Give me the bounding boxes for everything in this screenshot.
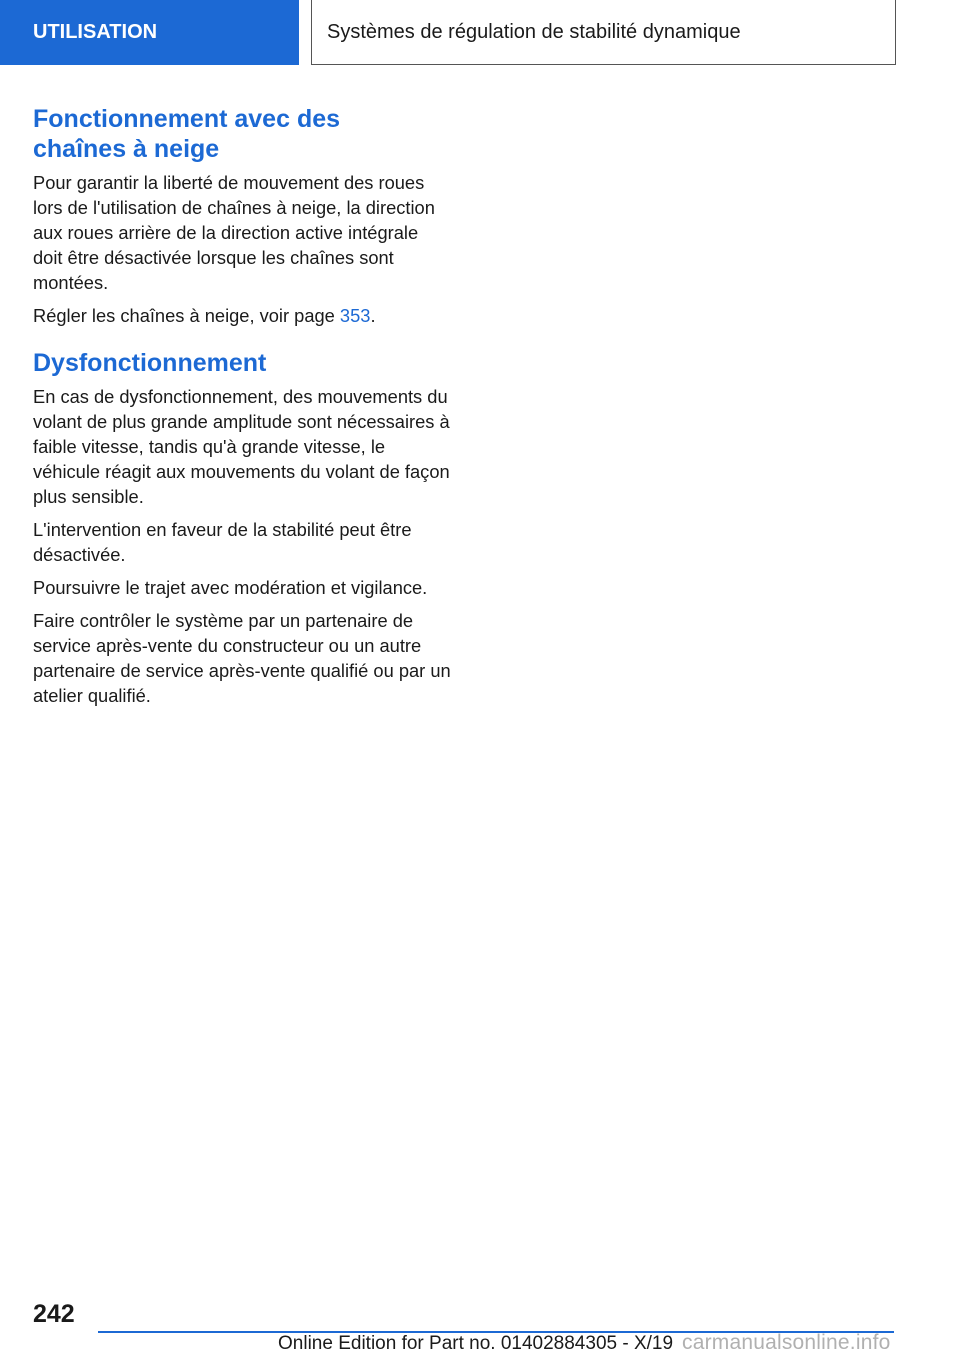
page-link[interactable]: 353	[339, 305, 371, 326]
header-chapter-title: Systèmes de régulation de stabilité dynamique	[327, 20, 741, 43]
header-section-label: UTILISATION	[33, 21, 158, 43]
header-chapter-box	[311, 0, 896, 65]
cross-reference: Régler les chaînes à neige, voir page 353.	[33, 305, 376, 326]
paragraph: Faire contrôler le système par un partenaire de service après-vente du constructeur ou un autre partenaire de service après-vente qualifié ou par un atelier qualifié.	[33, 610, 451, 706]
paragraph: Pour garantir la liberté de mouvement des roues lors de l'utilisation de chaînes à neige, la direction aux roues arrière de la direction active intégrale doit être désactivée lorsque les chaînes sont montées.	[33, 172, 435, 293]
page-number: 242	[33, 1300, 75, 1328]
watermark: carmanualsonline.info	[682, 1331, 891, 1354]
paragraph: L'intervention en faveur de la stabilité peut être désactivée.	[33, 519, 412, 565]
paragraph: Poursuivre le trajet avec modération et vigilance.	[33, 577, 428, 598]
header-section-tab	[0, 0, 299, 65]
section-heading-malfunction: Dysfonctionnement	[33, 349, 267, 377]
section-heading-snow-chains: Fonctionnement avec des chaînes à neige	[33, 105, 341, 163]
paragraph: En cas de dysfonctionnement, des mouvements du volant de plus grande amplitude sont nécessaires à faible vitesse, tandis qu'à grande vitesse, le véhicule réagit aux mouvements du volant de façon plus sensible.	[33, 386, 450, 507]
footer-edition: Online Edition for Part no. 01402884305 - X/19	[278, 1333, 674, 1354]
main-content	[33, 104, 451, 716]
